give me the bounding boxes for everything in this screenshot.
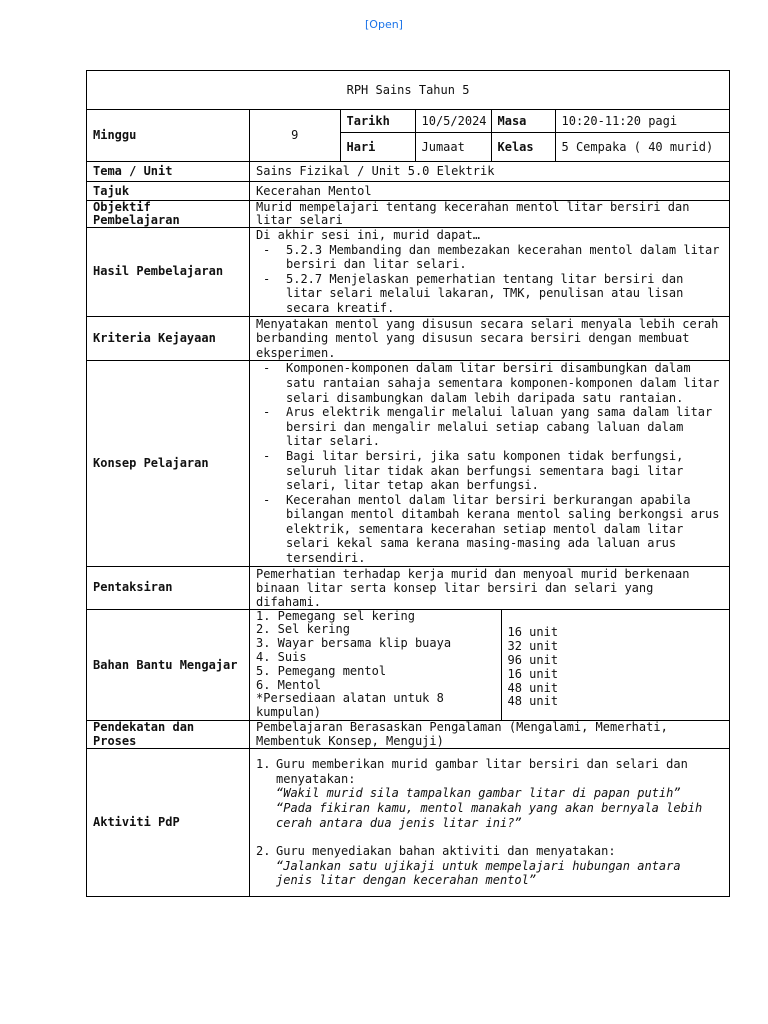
masa-value: 10:20-11:20 pagi [555,110,730,133]
bahan-unit: 48 unit [507,680,559,695]
step-quote: “Pada fikiran kamu, mentol manakah yang akan bernyala lebih cerah antara dua jenis litar ini?” [276,800,703,830]
bahan-unit: 96 unit [507,653,559,668]
masa-label: Masa [491,110,555,133]
step-text: Guru menyediakan bahan aktiviti dan menyatakan: [276,844,616,859]
rph-table [86,70,730,897]
minggu-row [87,110,730,162]
step-number: 2. [256,844,271,859]
info-subtable [250,110,730,161]
kriteria-label: Kriteria Kejayaan [87,316,250,361]
list-item: - 5.2.7 Menjelaskan pemerhatian tentang litar bersiri dan litar selari melalui lakaran, TMK, penulisan atau lisan secara kreatif. [256,272,723,316]
tema-value: Sains Fizikal / Unit 5.0 Elektrik [250,162,730,182]
list-item: - Kecerahan mentol dalam litar bersiri berkurangan apabila bilangan mentol ditambah kerana mentol saling berkongsi arus elektrik, sementara kecerahan setiap mentol dalam litar selari kekal sama kerana masing-masing ada laluan arus tersendiri. [256,493,723,566]
aktiviti-step [256,757,723,830]
bahan-item: 3. Wayar bersama klip buaya [256,636,452,651]
hasil-intro: Di akhir sesi ini, murid dapat… [256,228,480,242]
bahan-subtable [250,610,730,720]
tema-row [87,162,730,182]
kelas-value: 5 Cempaka ( 40 murid) [555,133,730,162]
list-item: - Komponen-komponen dalam litar bersiri disambungkan dalam satu rantaian sahaja sementara komponen-komponen dalam litar selari disambungkan dalam lebih daripada satu rantaian. [256,361,723,405]
objektif-row [87,201,730,228]
tajuk-label: Tajuk [87,182,250,201]
kriteria-value: Menyatakan mentol yang disusun secara selari menyala lebih cerah berbanding mentol yang disusun secara bersiri dengan membuat eksperimen. [250,316,730,361]
konsep-list [256,361,723,565]
bahan-unit: 16 unit [507,625,559,640]
kelas-label: Kelas [491,133,555,162]
bahan-item: 6. Mentol [256,677,322,692]
minggu-label: Minggu [87,110,250,162]
pentaksiran-value: Pemerhatian terhadap kerja murid dan menyoal murid berkenaan binaan litar serta konsep litar bersiri dan selari yang difahami. [250,566,730,609]
bahan-unit: 48 unit [507,694,559,709]
aktiviti-row [87,749,730,897]
bahan-label: Bahan Bantu Mengajar [87,609,250,720]
kriteria-row [87,316,730,361]
step-text: Guru memberikan murid gambar litar bersiri dan selari dan menyatakan: [276,757,688,786]
tema-label: Tema / Unit [87,162,250,182]
open-link[interactable]: [Open] [365,18,403,31]
tarikh-value: 10/5/2024 [415,110,491,133]
list-item: - 5.2.3 Membanding dan membezakan kecerahan mentol dalam litar bersiri dan litar selari. [256,243,723,272]
hasil-label: Hasil Pembelajaran [87,228,250,317]
hasil-row [87,228,730,317]
title-row [87,71,730,110]
list-item: - Arus elektrik mengalir melalui laluan yang sama dalam litar bersiri dan mengalir melalui setiap cabang laluan dalam litar selari. [256,405,723,449]
tajuk-row [87,182,730,201]
pentaksiran-row [87,566,730,609]
aktiviti-step [256,844,723,888]
minggu-value: 9 [250,110,340,161]
pendekatan-label: Pendekatan dan Proses [87,721,250,749]
hasil-list [256,243,723,316]
pentaksiran-label: Pentaksiran [87,566,250,609]
bahan-item: 5. Pemegang mentol [256,663,387,678]
objektif-value: Murid mempelajari tentang kecerahan mentol litar bersiri dan litar selari [250,201,730,228]
hari-label: Hari [340,133,415,162]
pendekatan-value: Pembelajaran Berasaskan Pengalaman (Mengalami, Memerhati, Membentuk Konsep, Menguji) [250,721,730,749]
bahan-item: 2. Sel kering [256,622,350,637]
list-item: - Bagi litar bersiri, jika satu komponen tidak berfungsi, seluruh litar tidak akan berfungsi sementara bagi litar selari, litar tetap akan berfungsi. [256,449,723,493]
hari-value: Jumaat [415,133,491,162]
bahan-unit: 32 unit [507,639,559,654]
tajuk-value: Kecerahan Mentol [250,182,730,201]
step-number: 1. [256,757,271,772]
doc-title: RPH Sains Tahun 5 [87,71,730,110]
bahan-note: *Persediaan alatan untuk 8 kumpulan) [256,691,444,720]
bahan-unit: 16 unit [507,666,559,681]
bahan-item: 1. Pemegang sel kering [256,608,415,623]
objektif-label: Objektif Pembelajaran [87,201,250,228]
aktiviti-label: Aktiviti PdP [87,749,250,897]
step-quote: “Wakil murid sila tampalkan gambar litar di papan putih” [276,786,681,801]
konsep-label: Konsep Pelajaran [87,361,250,566]
step-quote: “Jalankan satu ujikaji untuk mempelajari hubungan antara jenis litar dengan kecerahan mentol” [276,858,681,888]
tarikh-label: Tarikh [340,110,415,133]
bahan-item: 4. Suis [256,650,307,665]
pendekatan-row [87,721,730,749]
aktiviti-list [256,757,723,888]
konsep-row [87,361,730,566]
bahan-row [87,609,730,720]
